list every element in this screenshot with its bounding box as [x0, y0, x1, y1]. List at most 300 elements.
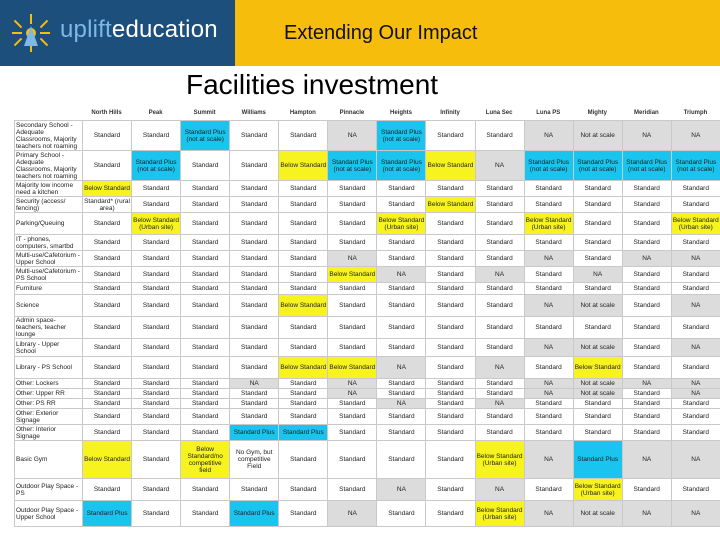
table-cell: Standard: [671, 283, 720, 295]
table-cell: Standard: [524, 181, 573, 197]
row-label: Other: PS RR: [15, 399, 83, 409]
table-cell: Standard: [622, 283, 671, 295]
table-cell: Standard: [671, 235, 720, 251]
table-cell: Standard: [181, 317, 230, 339]
table-cell: Standard: [181, 399, 230, 409]
table-cell: Standard: [181, 425, 230, 441]
column-header: Luna Sec: [485, 110, 513, 116]
table-cell: Standard: [671, 197, 720, 213]
row-label: Primary School - Adequate Classrooms, Majority teachers not roaming: [15, 151, 83, 181]
column-header: Hampton: [289, 110, 316, 116]
table-cell: Standard: [83, 251, 132, 267]
table-cell: Standard: [83, 389, 132, 399]
table-cell: Standard: [279, 399, 328, 409]
table-cell: Standard: [230, 197, 279, 213]
row-label: Basic Gym: [15, 441, 83, 479]
row-label: Multi-use/Cafetorium - Upper School: [15, 251, 83, 267]
table-cell: NA: [524, 501, 573, 527]
table-cell: Standard: [328, 339, 377, 357]
table-cell: Standard: [524, 267, 573, 283]
table-cell: NA: [475, 479, 524, 501]
table-cell: Standard: [181, 501, 230, 527]
table-cell: Below Standard: [279, 151, 328, 181]
table-cell: NA: [671, 501, 720, 527]
table-cell: NA: [524, 295, 573, 317]
table-row: [15, 501, 720, 527]
table-cell: Standard* (rural area): [84, 197, 130, 212]
table-row: [15, 409, 720, 425]
table-cell: Standard: [524, 317, 573, 339]
table-cell: Standard: [377, 409, 426, 425]
table-cell: Standard: [426, 409, 475, 425]
table-cell: Standard: [279, 235, 328, 251]
table-row: [15, 235, 720, 251]
brand-logo-text: [60, 16, 218, 44]
table-cell: Standard: [475, 283, 524, 295]
table-cell: Standard: [83, 425, 132, 441]
table-cell: Standard: [622, 409, 671, 425]
table-cell: NA: [475, 357, 524, 379]
table-cell: Standard: [426, 121, 475, 151]
row-label: Multi-use/Cafetorium - PS School: [15, 267, 83, 283]
table-cell: Standard: [622, 317, 671, 339]
table-cell: Standard: [83, 295, 132, 317]
table-row: [15, 379, 720, 389]
table-cell: Below Standard: [83, 181, 132, 197]
table-cell: Standard: [132, 389, 181, 399]
table-cell: Standard: [83, 235, 132, 251]
table-cell: Below Standard: [279, 357, 328, 379]
table-cell: Standard: [83, 151, 132, 181]
table-cell: Standard: [132, 197, 181, 213]
table-cell: NA: [377, 267, 426, 283]
logo-icon: [10, 12, 52, 54]
table-cell: Standard: [279, 409, 328, 425]
table-cell: Standard: [181, 213, 230, 235]
table-cell: Standard Plus (not at scale): [377, 121, 426, 151]
table-cell: Standard: [181, 251, 230, 267]
table-cell: Standard: [83, 479, 132, 501]
table-cell: Standard: [377, 197, 426, 213]
table-cell: Standard: [230, 479, 279, 501]
table-cell: NA: [377, 357, 426, 379]
table-cell: Standard: [132, 295, 181, 317]
table-cell: Standard: [475, 181, 524, 197]
table-cell: Standard: [671, 357, 720, 379]
table-cell: Standard: [377, 251, 426, 267]
table-cell: Standard: [573, 409, 622, 425]
table-cell: NA: [671, 121, 720, 151]
row-label: Other: Interior Signage: [15, 425, 83, 441]
table-cell: Standard: [377, 339, 426, 357]
table-cell: Standard: [573, 425, 622, 441]
table-row: [15, 425, 720, 441]
table-cell: NA: [524, 339, 573, 357]
table-cell: Below Standard (Urban site): [132, 213, 181, 235]
table-cell: Standard: [132, 339, 181, 357]
table-cell: Standard: [377, 235, 426, 251]
table-cell: Standard: [279, 283, 328, 295]
table-cell: Standard: [524, 357, 573, 379]
table-cell: NA: [475, 399, 524, 409]
row-label: Library - PS School: [15, 357, 83, 379]
table-cell: Standard: [671, 425, 720, 441]
table-cell: Standard: [230, 235, 279, 251]
table-cell: NA: [622, 379, 671, 389]
table-cell: Standard: [181, 235, 230, 251]
table-cell: Standard: [426, 399, 475, 409]
table-cell: Standard: [230, 181, 279, 197]
table-cell: Below Standard (Urban site): [573, 479, 622, 501]
column-header: North Hills: [91, 110, 122, 116]
brand-logo-part-b: education: [111, 16, 218, 43]
table-cell: Standard: [426, 295, 475, 317]
table-cell: Standard: [83, 317, 132, 339]
column-header: Heights: [389, 110, 412, 116]
table-cell: Standard: [426, 379, 475, 389]
row-label: IT - phones, computers, smartbd: [15, 235, 83, 251]
table-cell: Standard: [83, 267, 132, 283]
row-label: Majority low income need a kitchen: [15, 181, 83, 197]
table-cell: Standard: [230, 213, 279, 235]
table-cell: Standard: [328, 441, 377, 479]
table-cell: Standard: [475, 197, 524, 213]
table-cell: NA: [622, 251, 671, 267]
table-cell: Standard Plus (not at scale): [181, 121, 230, 151]
table-cell: Standard: [279, 339, 328, 357]
table-row: [15, 317, 720, 339]
table-cell: Standard: [426, 251, 475, 267]
table-row: [15, 389, 720, 399]
table-cell: Standard: [671, 399, 720, 409]
table-cell: Standard: [279, 251, 328, 267]
table-cell: Standard: [622, 181, 671, 197]
column-header: Triumph: [683, 110, 708, 116]
table-cell: Standard: [181, 267, 230, 283]
table-cell: Standard: [426, 267, 475, 283]
table-cell: Standard: [377, 425, 426, 441]
table-cell: Standard: [475, 389, 524, 399]
table-cell: Standard: [181, 151, 230, 181]
table-cell: Standard: [279, 441, 328, 479]
table-cell: NA: [524, 389, 573, 399]
table-cell: Standard: [230, 283, 279, 295]
table-cell: Standard: [181, 379, 230, 389]
table-cell: NA: [524, 251, 573, 267]
table-cell: Standard: [573, 197, 622, 213]
table-cell: NA: [328, 389, 377, 399]
row-label: Other: Lockers: [15, 379, 83, 389]
table-cell: Standard: [132, 235, 181, 251]
row-label: Admin space-teachers, teacher lounge: [15, 317, 83, 339]
table-row: [15, 283, 720, 295]
table-cell: NA: [671, 389, 720, 399]
table-cell: NA: [328, 501, 377, 527]
row-label: Outdoor Play Space - Upper School: [15, 501, 83, 527]
table-cell: Standard: [83, 213, 132, 235]
table-cell: Standard: [83, 409, 132, 425]
table-cell: NA: [328, 251, 377, 267]
table-cell: Standard: [328, 425, 377, 441]
table-cell: Standard: [426, 181, 475, 197]
table-cell: Standard: [524, 235, 573, 251]
table-cell: Standard: [622, 339, 671, 357]
table-cell: Standard: [132, 379, 181, 389]
table-cell: Standard: [279, 197, 328, 213]
table-cell: Standard: [230, 399, 279, 409]
table-cell: Standard: [279, 479, 328, 501]
table-cell: Standard: [475, 251, 524, 267]
table-cell: Standard: [573, 283, 622, 295]
table-cell: Standard: [132, 409, 181, 425]
table-cell: Standard: [181, 181, 230, 197]
table-cell: Standard Plus: [230, 425, 279, 441]
column-header: Summit: [193, 110, 216, 116]
table-cell: Below Standard (Urban site): [377, 213, 426, 235]
table-cell: Standard: [83, 399, 132, 409]
table-cell: Standard: [475, 295, 524, 317]
table-cell: Not at scale: [573, 121, 622, 151]
table-row: [15, 267, 720, 283]
table-cell: NA: [671, 379, 720, 389]
table-cell: Standard: [426, 235, 475, 251]
row-label: Other: Exterior Signage: [15, 409, 83, 425]
table-cell: Standard: [132, 283, 181, 295]
table-cell: Standard: [622, 235, 671, 251]
table-cell: NA: [475, 267, 524, 283]
table-cell: Standard: [328, 197, 377, 213]
table-cell: Not at scale: [573, 389, 622, 399]
table-cell: Standard: [426, 501, 475, 527]
table-cell: NA: [377, 479, 426, 501]
table-cell: Standard: [279, 181, 328, 197]
table-cell: Standard: [181, 339, 230, 357]
table-cell: Standard: [230, 339, 279, 357]
table-cell: Standard: [181, 357, 230, 379]
table-cell: Standard Plus (not at scale): [622, 151, 671, 181]
table-cell: NA: [230, 379, 279, 389]
table-row: [15, 251, 720, 267]
table-cell: Standard: [279, 389, 328, 399]
page-title: Facilities investment: [186, 69, 439, 100]
table-cell: Below Standard: [328, 357, 377, 379]
table-cell: Standard: [475, 317, 524, 339]
table-cell: Standard: [475, 339, 524, 357]
table-cell: Standard: [279, 317, 328, 339]
table-cell: Standard: [279, 267, 328, 283]
table-cell: Standard: [426, 425, 475, 441]
table-cell: Standard: [671, 409, 720, 425]
table-cell: Standard Plus (not at scale): [132, 151, 181, 181]
table-cell: Standard: [181, 197, 230, 213]
table-cell: Standard: [573, 235, 622, 251]
table-cell: No Gym, but competitive Field: [230, 441, 279, 479]
table-cell: Below Standard (Urban site): [524, 213, 573, 235]
table-cell: Standard: [426, 357, 475, 379]
table-cell: Standard: [132, 501, 181, 527]
row-label: Parking/Queuing: [15, 213, 83, 235]
table-row: [15, 479, 720, 501]
table-cell: Standard: [524, 399, 573, 409]
table-cell: Standard: [230, 121, 279, 151]
table-cell: NA: [671, 251, 720, 267]
table-cell: Standard: [132, 479, 181, 501]
table-cell: Below Standard: [573, 357, 622, 379]
table-cell: Standard: [475, 121, 524, 151]
column-header: Williams: [241, 110, 266, 116]
table-cell: NA: [328, 379, 377, 389]
table-cell: Not at scale: [573, 295, 622, 317]
table-cell: Standard: [622, 295, 671, 317]
table-cell: Standard: [230, 251, 279, 267]
table-cell: Standard: [426, 213, 475, 235]
table-cell: Standard: [230, 389, 279, 399]
table-row: [15, 181, 720, 197]
table-cell: Standard: [279, 121, 328, 151]
table-cell: Standard: [132, 317, 181, 339]
table-cell: Standard: [132, 399, 181, 409]
table-cell: Standard: [230, 317, 279, 339]
table-cell: Standard: [328, 479, 377, 501]
table-cell: Standard Plus: [573, 441, 622, 479]
table-cell: Standard: [328, 235, 377, 251]
table-cell: Standard: [328, 283, 377, 295]
row-label: Security (access/ fencing): [15, 197, 83, 213]
table-cell: Standard: [377, 295, 426, 317]
table-cell: Standard: [671, 317, 720, 339]
table-cell: Standard: [83, 121, 132, 151]
table-cell: Standard: [230, 295, 279, 317]
table-cell: Below Standard (Urban site): [671, 213, 720, 235]
table-cell: Below Standard (Urban site): [475, 501, 524, 527]
table-row: [15, 399, 720, 409]
table-cell: Below Standard: [426, 151, 475, 181]
table-cell: Standard: [524, 425, 573, 441]
table-cell: Standard: [328, 213, 377, 235]
table-cell: Standard: [328, 295, 377, 317]
table-cell: NA: [328, 121, 377, 151]
table-cell: Standard: [83, 379, 132, 389]
table-cell: Standard: [230, 357, 279, 379]
table-cell: NA: [671, 295, 720, 317]
table-cell: NA: [475, 151, 524, 181]
table-cell: Standard: [279, 501, 328, 527]
table-cell: Standard: [573, 317, 622, 339]
table-cell: Standard: [377, 379, 426, 389]
table-cell: Standard: [181, 389, 230, 399]
table-cell: Standard Plus: [230, 501, 279, 527]
table-cell: NA: [622, 121, 671, 151]
table-cell: Standard: [230, 267, 279, 283]
table-cell: Standard: [377, 317, 426, 339]
table-cell: Standard Plus: [279, 425, 328, 441]
table-cell: Standard Plus: [83, 501, 132, 527]
table-cell: Standard: [622, 213, 671, 235]
table-cell: Standard: [230, 151, 279, 181]
table-cell: Standard: [622, 197, 671, 213]
column-header: Mighty: [587, 110, 607, 116]
table-cell: NA: [671, 339, 720, 357]
table-cell: Standard: [475, 379, 524, 389]
table-cell: Standard: [132, 121, 181, 151]
table-cell: Standard Plus (not at scale): [524, 151, 573, 181]
table-cell: Standard: [426, 339, 475, 357]
row-label: Secondary School - Adequate Classrooms, Majority teachers not roaming: [15, 121, 83, 151]
table-cell: NA: [671, 441, 720, 479]
table-cell: Standard: [377, 389, 426, 399]
table-cell: Standard: [181, 283, 230, 295]
column-header: Meridian: [634, 110, 659, 116]
table-cell: Below Standard: [328, 267, 377, 283]
table-cell: Standard: [181, 295, 230, 317]
table-cell: Standard: [132, 267, 181, 283]
table-cell: Standard: [83, 283, 132, 295]
table-cell: Below Standard: [279, 295, 328, 317]
column-header: Pinnacle: [339, 110, 365, 116]
table-cell: Standard: [132, 441, 181, 479]
table-cell: Standard: [573, 251, 622, 267]
table-cell: NA: [524, 379, 573, 389]
table-cell: Standard: [671, 479, 720, 501]
table-cell: Standard: [524, 197, 573, 213]
table-cell: Standard: [622, 389, 671, 399]
table-cell: Standard Plus (not at scale): [328, 151, 377, 181]
table-cell: NA: [622, 441, 671, 479]
table-cell: Standard: [524, 409, 573, 425]
table-cell: Standard: [132, 251, 181, 267]
table-cell: Standard: [377, 501, 426, 527]
table-cell: NA: [622, 501, 671, 527]
table-cell: Standard: [83, 339, 132, 357]
row-label: Furniture: [15, 283, 83, 295]
table-cell: Standard: [426, 317, 475, 339]
table-cell: Below Standard: [83, 441, 132, 479]
table-row: [15, 197, 720, 213]
table-cell: Standard: [524, 479, 573, 501]
table-cell: Standard: [328, 399, 377, 409]
table-cell: Standard: [475, 425, 524, 441]
table-cell: Standard: [426, 479, 475, 501]
table-cell: Standard: [622, 267, 671, 283]
brand-logo-part-a: uplift: [60, 16, 112, 43]
table-cell: Standard: [83, 357, 132, 379]
table-cell: Standard: [279, 213, 328, 235]
table-cell: Standard: [181, 409, 230, 425]
table-cell: Standard: [328, 409, 377, 425]
table-cell: Standard: [622, 399, 671, 409]
table-cell: Standard: [475, 213, 524, 235]
table-cell: Standard: [426, 389, 475, 399]
column-header: Luna PS: [536, 110, 561, 116]
table-cell: Standard: [573, 181, 622, 197]
table-cell: Standard: [132, 181, 181, 197]
table-cell: Below Standard (Urban site): [475, 441, 524, 479]
header-title: Extending Our Impact: [284, 22, 478, 44]
row-label: Other: Upper RR: [15, 389, 83, 399]
table-cell: Standard: [622, 479, 671, 501]
table-cell: Not at scale: [573, 379, 622, 389]
table-cell: Standard Plus (not at scale): [377, 151, 426, 181]
table-cell: Standard: [475, 235, 524, 251]
table-cell: Not at scale: [573, 339, 622, 357]
table-cell: Standard: [132, 425, 181, 441]
table-cell: Standard: [132, 357, 181, 379]
table-row: [15, 339, 720, 357]
table-cell: Standard: [524, 283, 573, 295]
table-cell: NA: [524, 121, 573, 151]
table-cell: Below Standard/no competitive field: [181, 441, 230, 479]
table-cell: Standard Plus (not at scale): [573, 151, 622, 181]
